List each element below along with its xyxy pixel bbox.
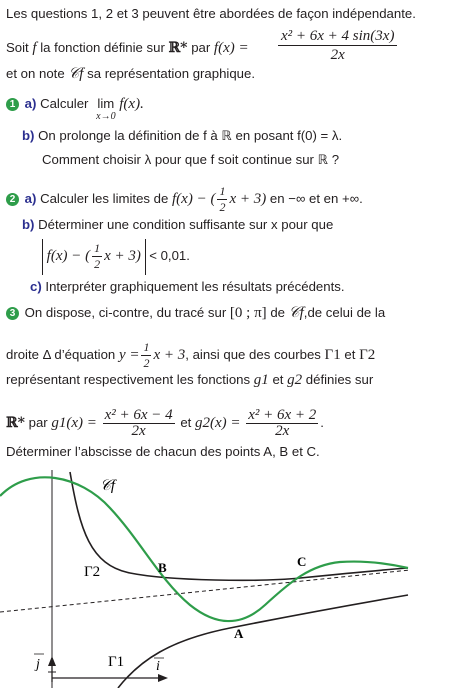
q2a-expr-pre: f(x) − ( [172,190,216,207]
g1-symbol: g1 [253,372,269,388]
line-eq-post: x + 3 [153,346,186,363]
g2-def: g2(x) = [194,415,241,431]
g2-den: 2x [275,423,290,440]
function-graph [0,470,458,688]
q2b-text: Déterminer une condition suffisante sur x pour que [38,217,334,232]
q1b-line2: Comment choisir λ pour que f soit continue sur ℝ ? [42,152,340,167]
q1b-label: b) [22,128,35,143]
i-label: i [156,659,160,674]
notation-line [6,66,255,82]
ineq-half-num: 1 [94,241,101,256]
ineq-tail: < 0,01. [149,248,190,263]
lim-expr: f(x). [119,96,144,112]
q3-line1-c: ,de celui de la [303,305,386,320]
q1a-label: a) [24,96,37,111]
q1a-text: Calculer [40,96,89,111]
gamma1-symbol: Γ1 [324,346,341,363]
line-half-num: 1 [143,340,150,354]
q3-line2-b: , ainsi que des courbes [185,346,321,362]
q2a-line [6,184,363,215]
notation-prefix: et on note [6,66,65,81]
q3-line1-b: de [270,305,285,320]
g1-def: g1(x) = [51,415,97,431]
q2a-text2: en −∞ et en +∞. [269,190,363,206]
i-arrow-icon [158,674,168,682]
real-star-set-2: ℝ* [6,415,25,431]
definition-line [6,40,249,56]
half-den: 2 [219,200,226,214]
f-fraction [278,27,397,64]
q3-line1 [6,305,385,321]
ineq-half [92,241,102,272]
q3-line4: ℝ* par g1(x) = $\frac{\text{x² + 6x − 4}}{2x}$ et g2(x) = $\frac{\text{x² + 6x + 2}}{2x}$ . [6,407,324,440]
lim-sub: x→0 [96,111,116,122]
et-word-3: et [180,415,192,430]
real-star-set: ℝ* [168,40,188,56]
inequality-line [42,238,190,275]
gamma1-label: Γ1 [108,654,125,670]
gamma2-symbol: Γ2 [359,346,376,363]
point-b-label: B [158,560,167,575]
line-eq-half [141,340,151,371]
ineq-pre: f(x) − ( [46,248,91,264]
q2b-label: b) [22,217,35,232]
f-numerator: x² + 6x + 4 sin(3x) [278,27,397,46]
g1-den: 2x [131,423,146,440]
abs-bar-right [145,239,146,275]
f-symbol: f [32,40,37,56]
j-label: j [36,657,40,672]
q3-cf: 𝒞f [288,305,304,321]
q1b-line [22,128,342,144]
abs-bar-left [42,239,43,275]
def-prefix: Soit [6,40,29,55]
q3-line2 [6,340,375,371]
q3-line1-a: On dispose, ci-contre, du tracé sur [24,305,227,320]
line-half-den: 2 [143,356,150,370]
intro-line: Les questions 1, 2 et 3 peuvent être abordées de façon indépendante. [6,6,416,21]
def-mid: la fonction définie sur [40,40,165,55]
limit-op [96,96,115,122]
gamma2-curve [70,472,408,580]
interval: [0 ; π] [229,305,267,321]
point-a-label: A [234,626,244,641]
q2a-text: Calculer les limites de [40,190,169,206]
q3-line3 [6,372,373,388]
half-num: 1 [219,184,226,198]
g2-symbol: g2 [287,372,303,388]
gamma1-curve [118,595,408,688]
q2a-label: a) [24,190,37,206]
q3-line3-b: définies sur [305,372,374,387]
q1a-line [6,96,144,122]
q3-line2-a: droite Δ d’équation [6,346,116,362]
fx-label: f(x) = [213,40,249,56]
question-1-badge: 1 [6,98,19,111]
cf-label: 𝒞f [100,478,116,494]
et-word: et [344,346,356,362]
question-3-badge: 3 [6,307,19,320]
q2c-label: c) [30,279,42,294]
gamma2-label: Γ2 [84,564,101,580]
q1b-text: On prolonge la définition de f à ℝ en posant f(0) = λ. [38,128,343,143]
line-eq-pre: y = [118,346,140,363]
g1-fraction [103,408,175,439]
g2-fraction [246,408,318,439]
lim-word: lim [97,96,115,111]
half-fraction [217,184,227,215]
par-word-2: par [28,415,48,430]
q2c-text: Interpréter graphiquement les résultats précédents. [45,279,345,294]
ineq-half-den: 2 [94,257,101,272]
g1-num: x² + 6x − 4 [104,407,173,424]
point-c-label: C [297,554,307,569]
q3-line3-text: représentant respectivement les fonctions [6,372,251,387]
par-word: par [191,40,211,55]
ineq-post: x + 3) [104,248,141,264]
q2a-expr-post: x + 3) [229,190,267,207]
f-denominator: 2x [330,47,345,63]
question-2-badge: 2 [6,193,19,206]
q2b-line [22,217,333,233]
j-arrow-icon [48,656,56,666]
q3-line5: Déterminer l’abscisse de chacun des points A, B et C. [6,444,320,459]
q2c-line [30,279,345,295]
notation-suffix: sa représentation graphique. [87,66,256,81]
g2-num: x² + 6x + 2 [248,407,317,424]
cf-curve [0,477,408,621]
et-word-2: et [272,372,284,387]
cf-symbol: 𝒞f [68,66,84,82]
